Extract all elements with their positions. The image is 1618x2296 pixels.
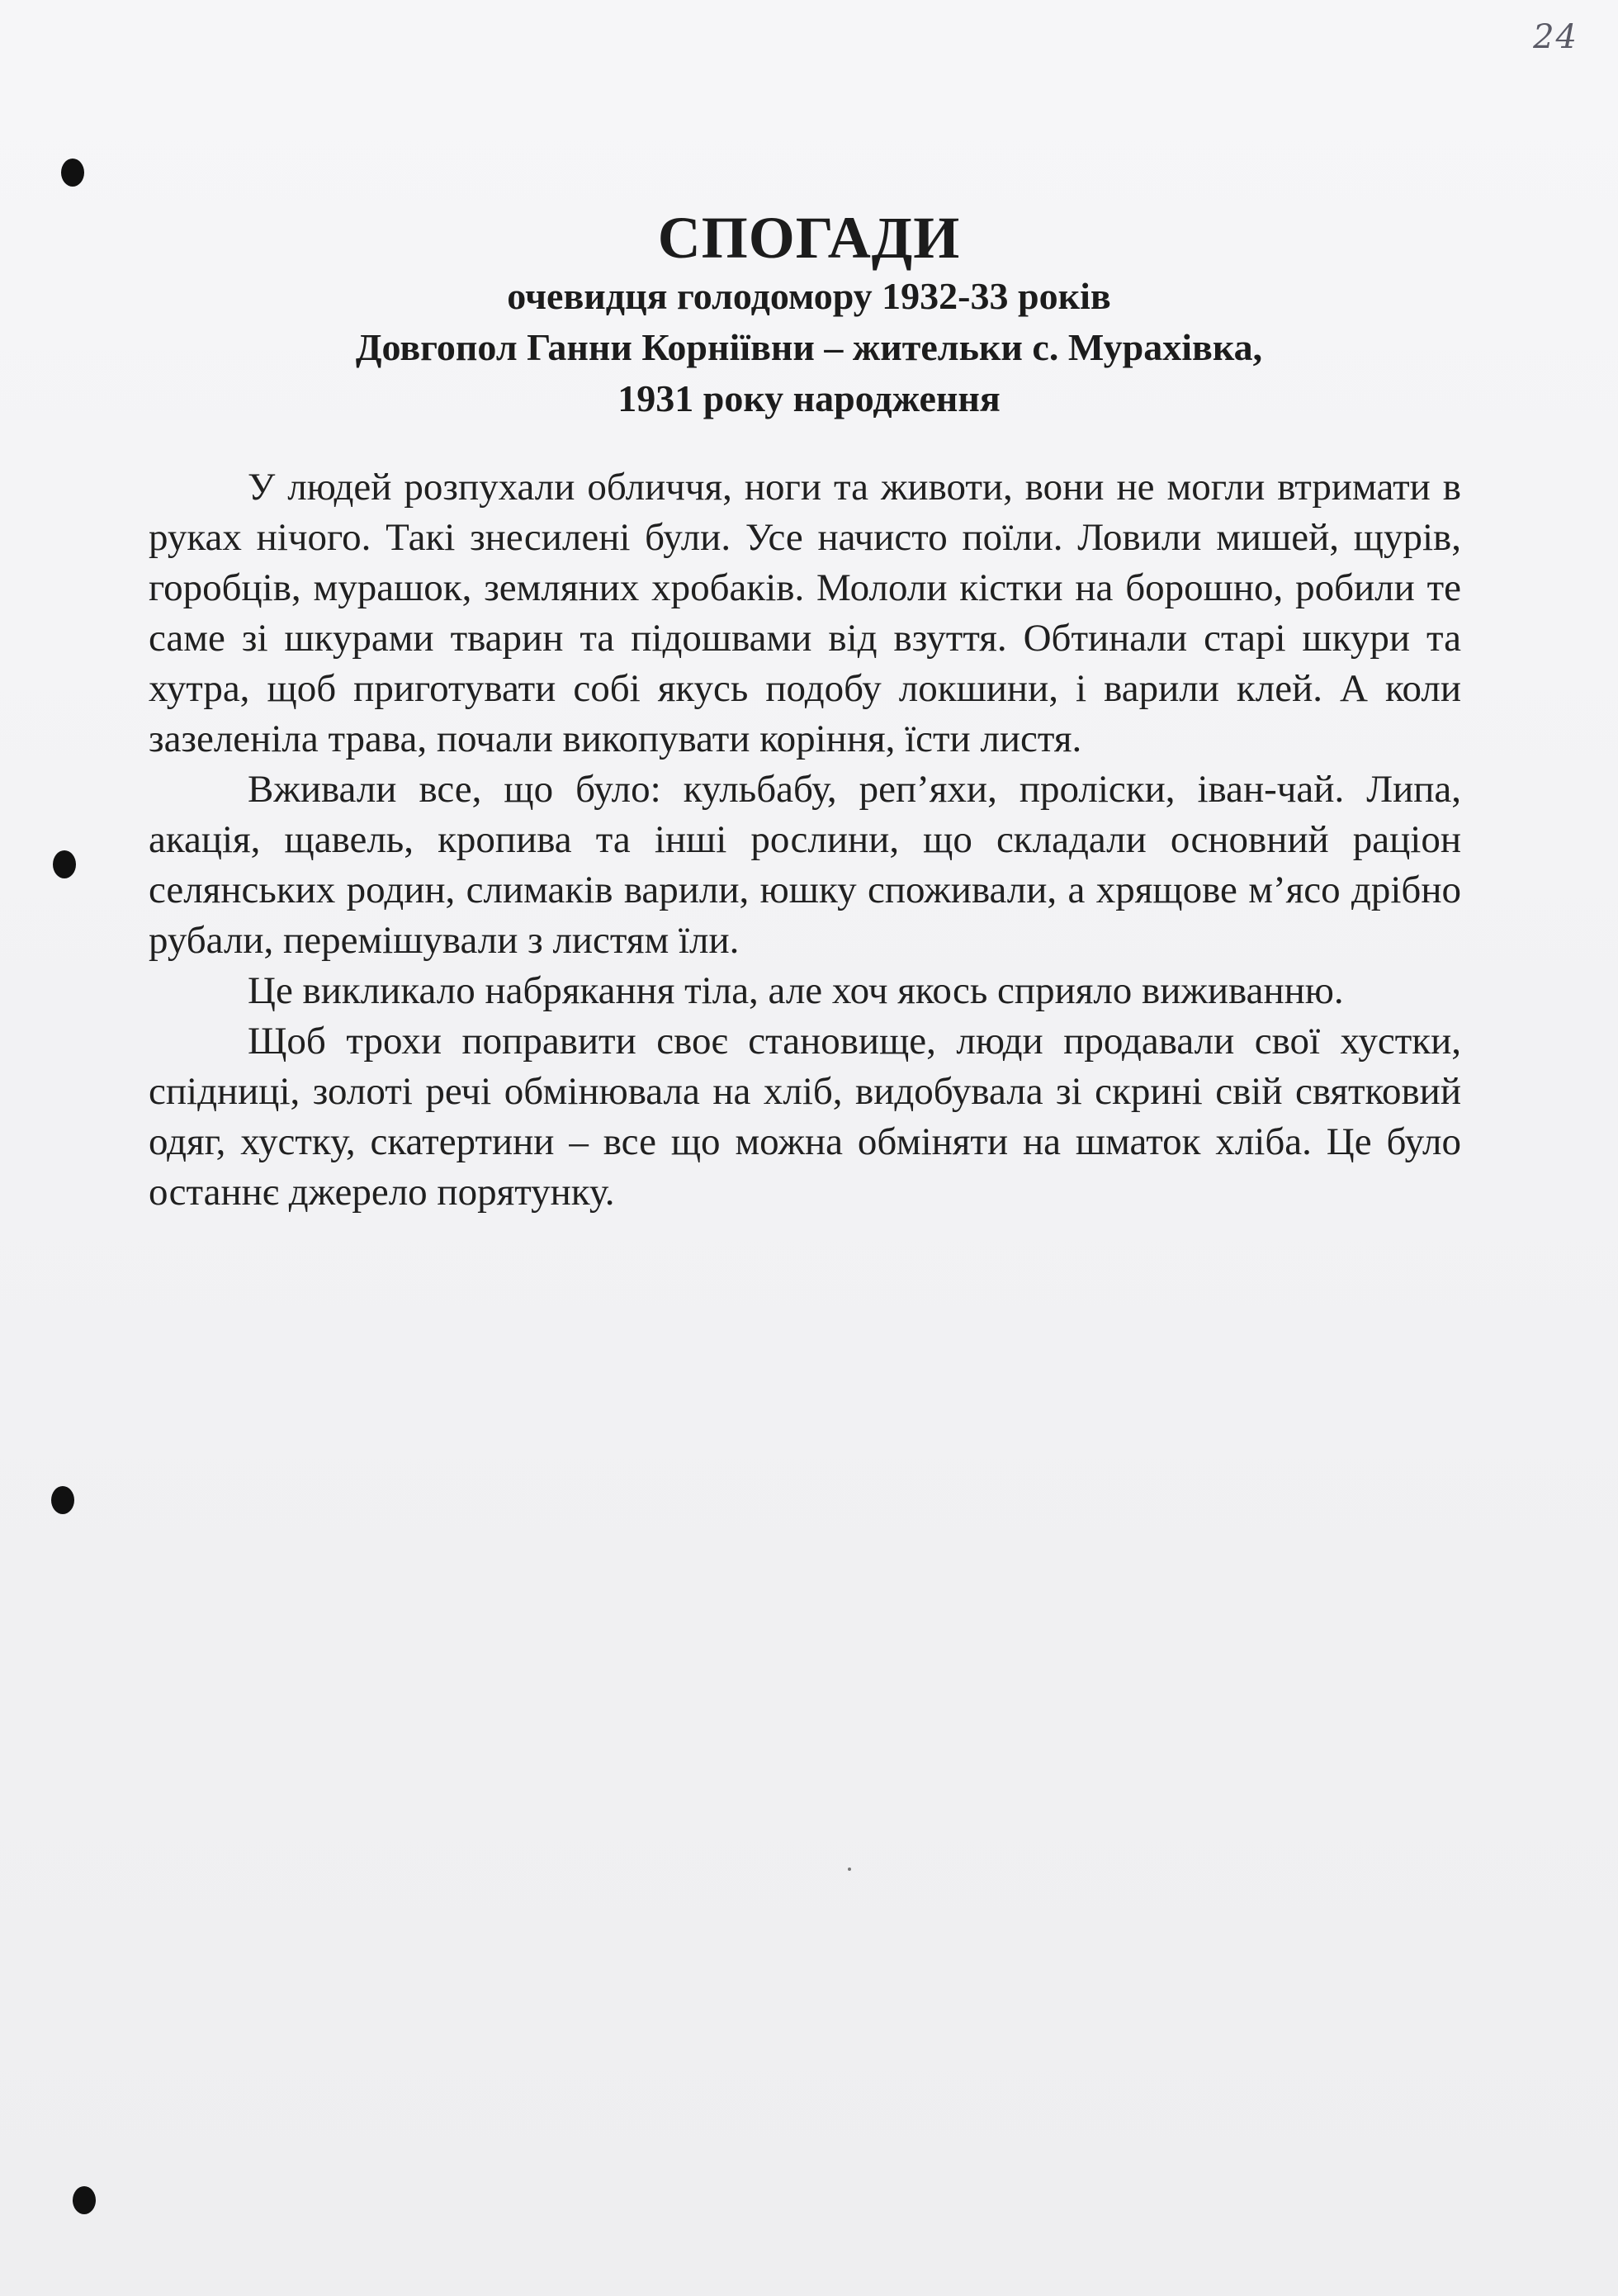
punch-hole (73, 2186, 96, 2214)
body-text (149, 462, 1461, 1218)
punch-hole (61, 159, 84, 187)
document-title: СПОГАДИ (657, 205, 961, 271)
paper-speck (848, 1868, 851, 1871)
title-block (0, 205, 1618, 424)
subtitle-line: Довгопол Ганни Корніївни – жительки с. Мурахівка, (355, 326, 1263, 368)
punch-hole (51, 1486, 74, 1514)
subtitle-line: 1931 року народження (617, 377, 1001, 419)
paragraph: Вживали все, що було: кульбабу, реп’яхи, проліски, іван-чай. Липа, акація, щавель, кропива та інші рослини, що складали основний раціон селянських родин, слимаків варили, юшку споживали, а хрящове м’ясо дрібно рубали, перемішували з листям їли. (149, 768, 1461, 962)
subtitle-line: очевидця голодомору 1932-33 років (507, 275, 1111, 317)
paragraph: Це викликало набрякання тіла, але хоч якось сприяло виживанню. (248, 969, 1344, 1012)
punch-hole (53, 850, 76, 878)
paragraph: У людей розпухали обличчя, ноги та животи, вони не могли втримати в руках нічого. Такі знесилені були. Усе начисто поїли. Ловили мишей, щурів, горобців, мурашок, земляних хробаків. Мололи кістки на борошно, робили те саме зі шкурами тварин та підошвами від взуття. Обтинали старі шкури та хутра, щоб приготувати собі якусь подобу локшини, і варили клей. А коли зазеленіла трава, почали викопувати коріння, їсти листя. (149, 466, 1461, 760)
page-number: 24 (1533, 18, 1578, 56)
paragraph: Щоб трохи поправити своє становище, люди продавали свої хустки, спідниці, золоті речі обмінювала на хліб, видобувала зі скрині свій святковий одяг, хустку, скатертини – все що можна обміняти на шматок хліба. Це було останнє джерело порятунку. (149, 1020, 1461, 1214)
